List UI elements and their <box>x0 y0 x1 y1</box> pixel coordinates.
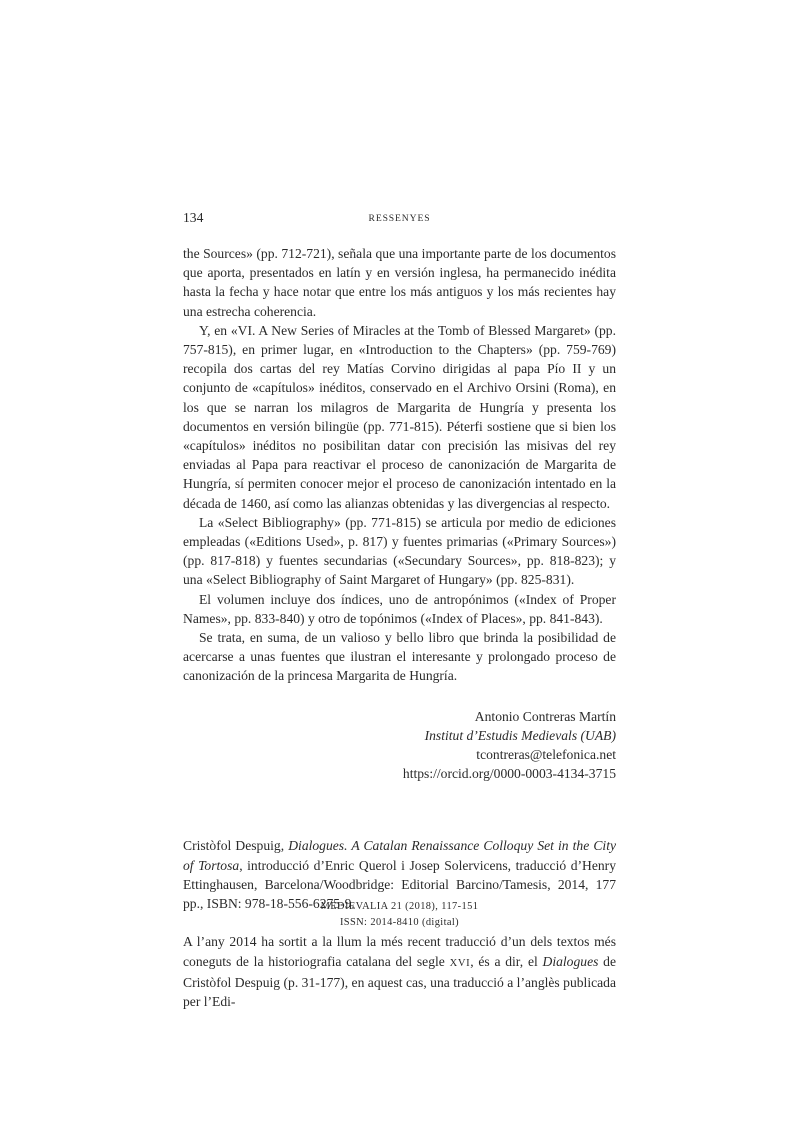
paragraph-4: El volumen incluye dos índices, uno de antropónimos («Index of Proper Names», pp. 833-840) y otro de topónimos («Index of Places», pp. 841-843). <box>183 591 616 626</box>
paragraph-1: the Sources» (pp. 712-721), señala que una importante parte de los documentos que aporta, presentados en latín y en versión inglesa, ha permanecido inédita hasta la fecha y hace notar que entre los más antiguos y los más recientes hay una estrecha coherencia. <box>183 246 616 319</box>
page-number: 134 <box>183 210 204 225</box>
paragraph-2: Y, en «VI. A New Series of Miracles at the Tomb of Blessed Margaret» (pp. 757-815), en primer lugar, en «Introduction to the Chapters» (pp. 759-769) recopila dos cartas del rey Matías Corvino dirigidas al papa Pío II y un conjunto de «capítulos» inéditos, conservado en el Archivo Orsini (Roma), en los que se narran los milagros de Margarita de Hungría y presenta los documentos en versión bilingüe (pp. 771-815). Péterfi sostiene que si bien los «capítulos» inéditos no posibilitan datar con precisión las misivas del rey enviadas al Papa para reactivar el proceso de canonización de Margarita de Hungría, sí permiten conocer mejor el proceso de canonización intentado en la década de 1460, así como las alianzas obtenidas y las divergencias al respecto. <box>183 322 616 511</box>
running-head: RESSENYES <box>368 213 431 224</box>
century-smallcaps: XVI <box>449 957 471 969</box>
reviewed-author: Cristòfol Despuig, <box>183 838 289 854</box>
review-text-mid: , és a dir, el <box>470 953 543 969</box>
review-signature <box>183 707 616 784</box>
review-text-start: A l’any 2014 ha sortit a la llum la més recent traducció d’un dels textos més coneguts de la historiografia catalana del segle <box>183 934 616 969</box>
page-body <box>183 208 616 1011</box>
paragraph-5: Se trata, en suma, de un valioso y bello libro que brinda la posibilidad de acercarse a unas fuentes que ilustran el interesante y prolongado proceso de canonización de la princesa Margarita de Hungría. <box>183 630 616 684</box>
reviewer-institution: Institut d’Estudis Medievals (UAB) <box>424 727 616 743</box>
reviewer-orcid[interactable]: https://orcid.org/0000-0003-4134-3715 <box>402 766 616 782</box>
work-title: Dialogues <box>542 953 599 969</box>
review-text-end: de Cristòfol Despuig (p. 31-177), en aquest cas, una traducció a l’anglès publicada per l’Edi- <box>183 953 616 1009</box>
page-header <box>183 208 616 228</box>
journal-citation: MEDIEVALIA 21 (2018), 117-151 <box>320 901 479 912</box>
paragraph-3: La «Select Bibliography» (pp. 771-815) se articula por medio de ediciones empleadas («Editions Used», p. 817) y fuentes primarias («Primary Sources») (pp. 817-818) y fuentes secundarias («Secundary Sources», pp. 818-823); y una «Select Bibliography of Saint Margaret of Hungary» (pp. 825-831). <box>183 514 616 588</box>
reviewer-name: Antonio Contreras Martín <box>474 708 616 724</box>
issn: ISSN: 2014-8410 (digital) <box>339 916 460 928</box>
page-footer <box>183 899 616 930</box>
review-paragraph <box>183 932 616 1011</box>
reviewed-title: Dialogues. A Catalan Renaissance Colloquy Set in the City of Tortosa <box>183 838 617 873</box>
reviewed-details: , introducció d’Enric Querol i Josep Solervicens, traducció d’Henry Ettinghausen, Barcelona/Woodbridge: Editorial Barcino/Tamesis, 2014, 177 pp., ISBN: 978-18-556-6275-9. <box>183 857 616 912</box>
reviewer-email[interactable]: tcontreras@telefonica.net <box>476 747 616 763</box>
